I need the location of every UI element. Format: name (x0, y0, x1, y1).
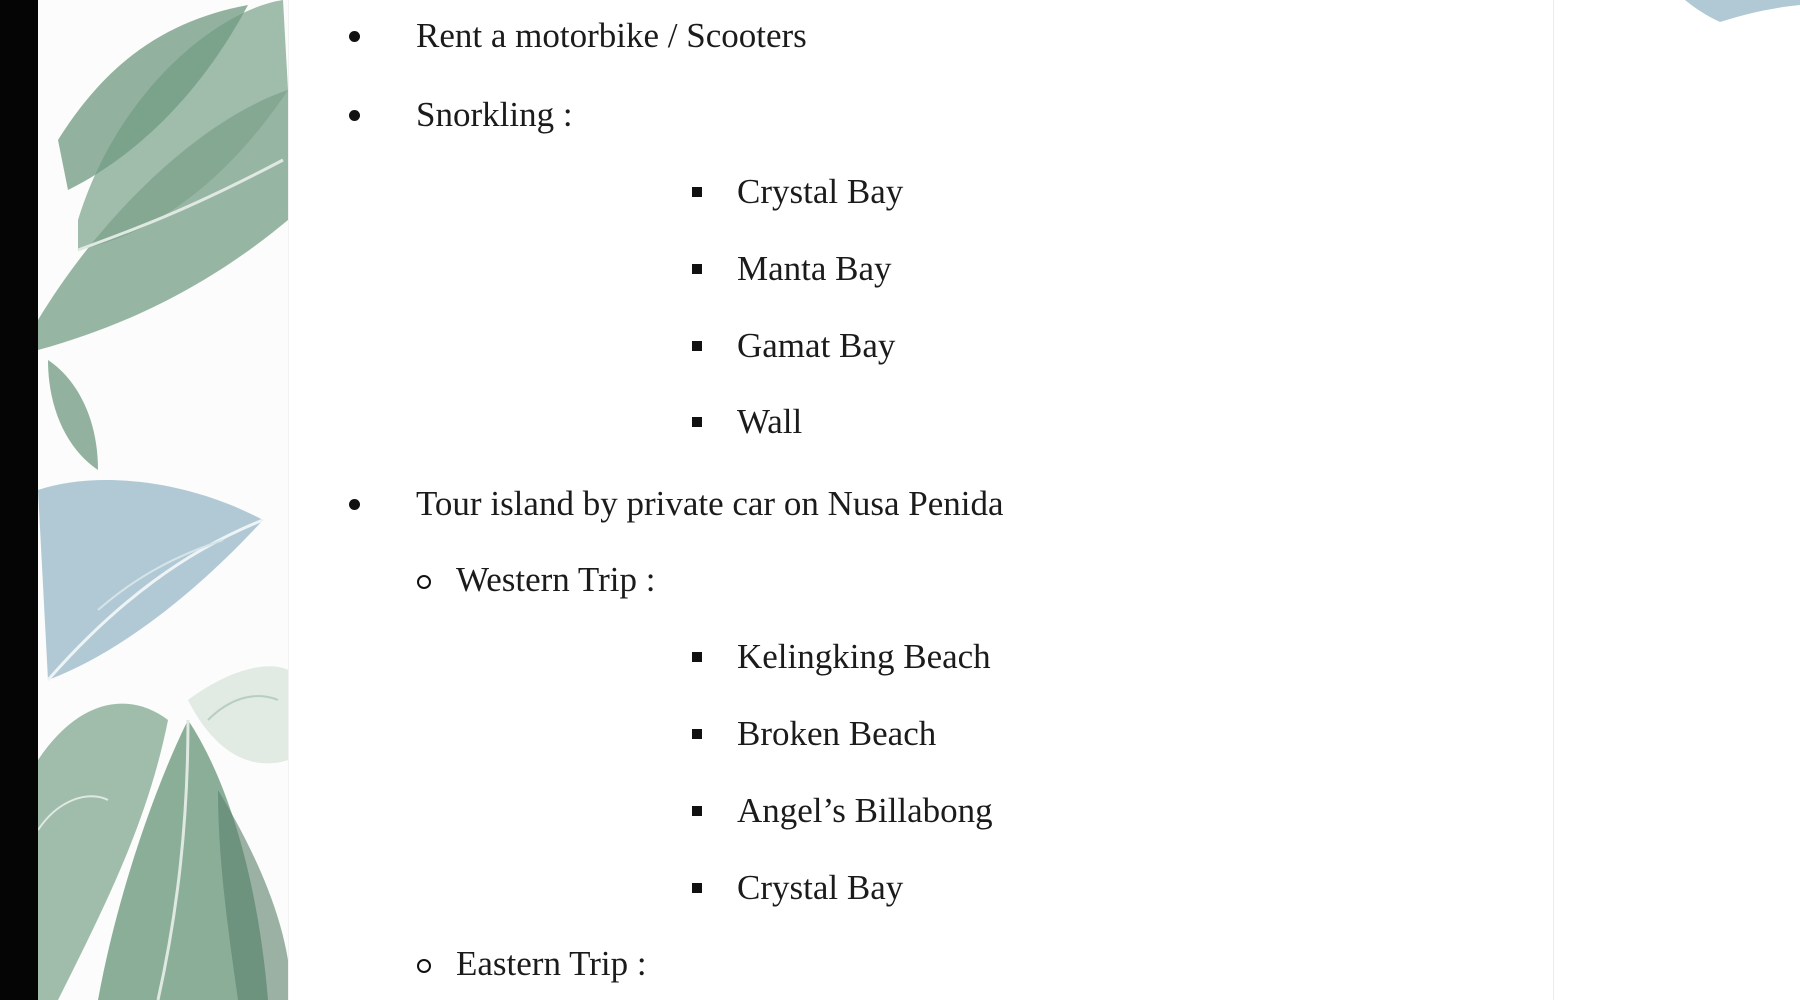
square-bullet-icon (692, 264, 702, 274)
list-item-text: Manta Bay (737, 249, 892, 288)
square-bullet-icon (692, 729, 702, 739)
document-page (289, 0, 1553, 1000)
disc-bullet-icon (349, 31, 360, 42)
circle-bullet-icon (417, 959, 431, 973)
leaf-illustration-icon (38, 0, 288, 1000)
square-bullet-icon (692, 883, 702, 893)
list-item-text: Wall (737, 402, 803, 441)
list-item-text: Crystal Bay (737, 172, 904, 211)
list-item-text: Broken Beach (737, 714, 937, 753)
list-item-text: Eastern Trip : (456, 944, 647, 983)
circle-bullet-icon (417, 575, 431, 589)
list-item-text: Crystal Bay (737, 868, 904, 907)
square-bullet-icon (692, 187, 702, 197)
list-item-text: Angel’s Billabong (737, 791, 993, 830)
square-bullet-icon (692, 417, 702, 427)
left-edge-bar (0, 0, 38, 1000)
list-item-text: Snorkling : (416, 95, 573, 134)
disc-bullet-icon (349, 499, 360, 510)
disc-bullet-icon (349, 110, 360, 121)
list-item-text: Rent a motorbike / Scooters (416, 16, 807, 55)
corner-leaf-icon (1555, 0, 1800, 1000)
list-item-text: Kelingking Beach (737, 637, 991, 676)
list-item-text: Gamat Bay (737, 326, 896, 365)
list-item-text: Tour island by private car on Nusa Penida (416, 484, 1004, 523)
right-margin (1555, 0, 1800, 1000)
square-bullet-icon (692, 341, 702, 351)
square-bullet-icon (692, 806, 702, 816)
square-bullet-icon (692, 652, 702, 662)
list-item-text: Western Trip : (456, 560, 656, 599)
watercolor-leaf-illustration (38, 0, 288, 1000)
